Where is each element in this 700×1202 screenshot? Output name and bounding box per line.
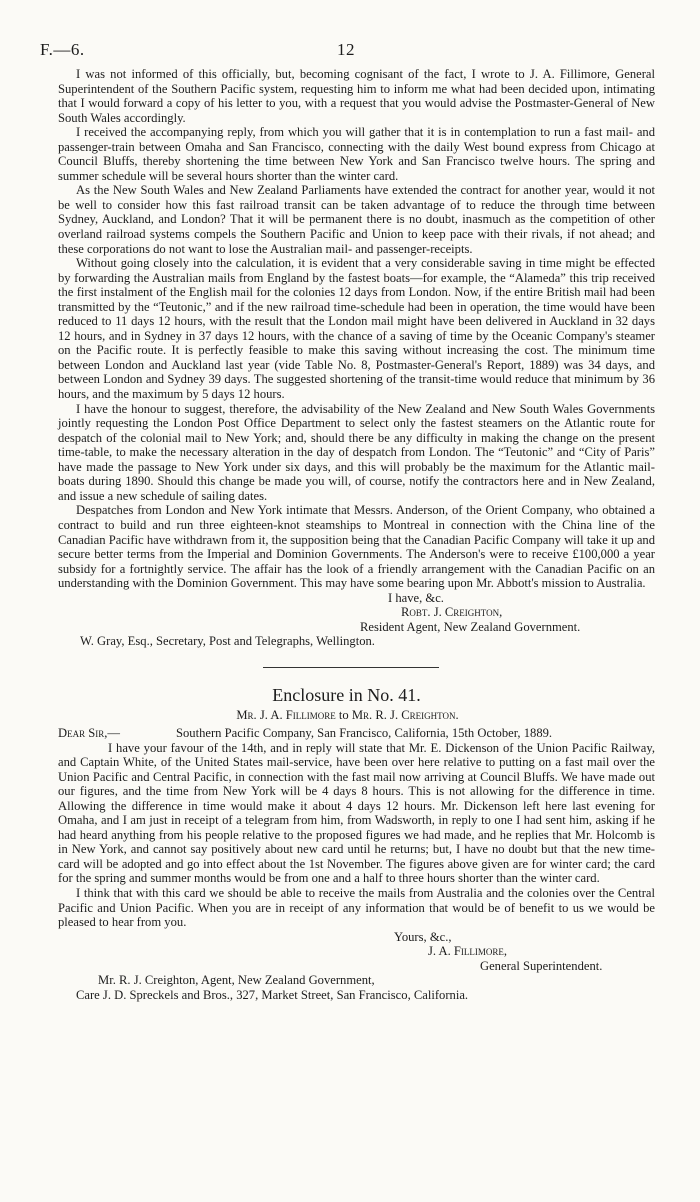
- enclosure-subtitle: [58, 708, 655, 723]
- enclosure-paragraph-2: I think that with this card we should be able to receive the mails from Australia and the colonies over the Central Pacific and Union Pacific. When you are in receipt of any information that would be of benefit to us we would be pleased to hear from you.: [58, 885, 655, 930]
- enclosure: [58, 684, 655, 1002]
- letter-closing: I have, &c.: [388, 590, 444, 605]
- enclosure-title: Enclosure in No. 41.: [272, 684, 421, 705]
- enclosure-address-line-1: Mr. R. J. Creighton, Agent, New Zealand Government,: [98, 973, 375, 988]
- letter-signature-name: Robt. J. Creighton,: [401, 605, 503, 620]
- salutation-line: [58, 726, 655, 741]
- document-body: [58, 67, 655, 1002]
- enclosure-from: Mr. J. A. Fillimore: [236, 708, 336, 723]
- letter-paragraph-1: I was not informed of this officially, but, becoming cognisant of the fact, I wrote to J. A. Fillimore, General Superintendent of the Southern Pacific system, requesting him to inform me what had been decided upon, intimating that I would forward a copy of his letter to you, with a request that you would advise the Postmaster-General of New South Wales accordingly.: [58, 67, 655, 125]
- enclosure-paragraph-1: I have your favour of the 14th, and in reply will state that Mr. E. Dickenson of the Union Pacific Railway, and Captain White, of the United States mail-service, have been over here relative to putting on a fast mail over the Union Pacific and Central Pacific, in connection with the fast mail now arriving at Council Bluffs. We have made out our figures, and the time from New York will be 4 days 8 hours. This is not allowing for the difference in time. Allowing the difference in time would make it about 4 days 12 hours. Mr. Dickenson left here last evening for Omaha, and I am just in receipt of a telegram from him, from Wadsworth, in reply to one I had sent him, asking if he had heard anything from his people relative to the proposed figures we had made, and he replies that Mr. Holcomb is in New York, and cannot say positively about new card until he returns; but, I have no doubt but that the new time-card will be adopted and go into effect about the 1st November. The figures above given are for winter card; the card for the spring and summer months would be from one and a half to three hours shorter than the winter card.: [58, 740, 655, 886]
- enclosure-to-word: to: [338, 708, 349, 723]
- letter-paragraph-6: Despatches from London and New York intimate that Messrs. Anderson, of the Orient Company, who obtained a contract to build and run three eighteen-knot steamships to Montreal in connection with the China line of the Canadian Pacific have withdrawn from it, the supposition being that the Canadian Pacific Company will take it up and secure better terms from the Imperial and Dominion Governments. The Anderson's were to receive £100,000 a year subsidy for a fortnightly service. The affair has the look of a friendly arrangement with the Canadian Pacific on an understanding with the Dominion Government. This may have some bearing upon Mr. Abbott's mission to Australia.: [58, 503, 656, 591]
- letter-paragraph-2: I received the accompanying reply, from which you will gather that it is in contemplation to run a fast mail- and passenger-train between Omaha and San Francisco, connecting with the daily West bound express from Chicago at Council Bluffs, thereby shortening the time between New York and San Francisco twelve hours. The spring and summer schedule will be several hours shorter than the winter card.: [58, 125, 655, 183]
- letter-paragraph-4: Without going closely into the calculation, it is evident that a very considerable saving in time might be effected by forwarding the Australian mails from England by the fastest boats—for example, the “Alameda” this trip received the first instalment of the English mail for the colonies 12 days from London. Now, if the entire British mail had been transmitted by the “Teutonic,” and if the new railroad time-schedule had been in operation, the time would have been reduced to 11 days 12 hours, with the result that the London mail might have been delivered in Auckland in 32 days 12 hours, and in Sydney in 37 days 12 hours, with the chance of a saving of time by the Oceanic Company's steamer on the Pacific route. It is perfectly feasible to make this saving without increasing the cost. The minimum time between London and Auckland last year (vide Table No. 8, Postmaster-General's Report, 1889) was 34 days, and between London and Sydney 39 days. The suggested shortening of the transit-time would reduce that minimum by 36 hours, and the maximum by 5 days 12 hours.: [58, 256, 655, 402]
- letter-paragraph-3: As the New South Wales and New Zealand Parliaments have extended the contract for another year, would it not be well to consider how this fast railroad transit can be taken advantage of to reduce the through time between Sydney, Auckland, and London? That it will be permanent there is no doubt, inasmuch as the competition of other overland railroad systems compels the Southern Pacific and Union to keep pace with their rivals, if not ahead; and these corporations do not want to lose the Australian mail- and passenger-receipts.: [58, 183, 655, 256]
- page-reference: F.—6.: [40, 40, 85, 59]
- letter-addressee: W. Gray, Esq., Secretary, Post and Telegraphs, Wellington.: [80, 634, 375, 649]
- page-number: 12: [337, 40, 355, 59]
- enclosure-letter: [58, 741, 655, 930]
- enclosure-address-line-2: Care J. D. Spreckels and Bros., 327, Market Street, San Francisco, California.: [76, 987, 469, 1002]
- enclosure-recipient: Mr. R. J. Creighton.: [351, 708, 459, 723]
- enclosure-signature-name: J. A. Fillimore,: [428, 944, 508, 959]
- section-divider: [263, 667, 439, 668]
- enclosure-signature-title: General Superintendent.: [480, 958, 603, 973]
- dateline: Southern Pacific Company, San Francisco, California, 15th October, 1889.: [176, 725, 553, 740]
- salutation: Dear Sir,—: [58, 725, 120, 740]
- letter-paragraph-5: I have the honour to suggest, therefore, the advisability of the New Zealand and New South Wales Governments jointly requesting the London Post Office Department to select only the fastest steamers on the Atlantic route for despatch of the colonial mail to New York; and, should there be any difficulty in making the change on the present time-table, to make the necessary alteration in the day of despatch from London. The “Teutonic” and “City of Paris” have made the passage to New York under six days, and this will probably be the maximum for the Atlantic mail-boats during 1890. Should this change be made you will, of course, notify the contractors here and in New Zealand, and issue a new schedule of sailing dates.: [58, 401, 655, 503]
- enclosure-closing: Yours, &c.,: [394, 929, 452, 944]
- letter: [58, 67, 655, 649]
- letter-signature-title: Resident Agent, New Zealand Government.: [360, 619, 581, 634]
